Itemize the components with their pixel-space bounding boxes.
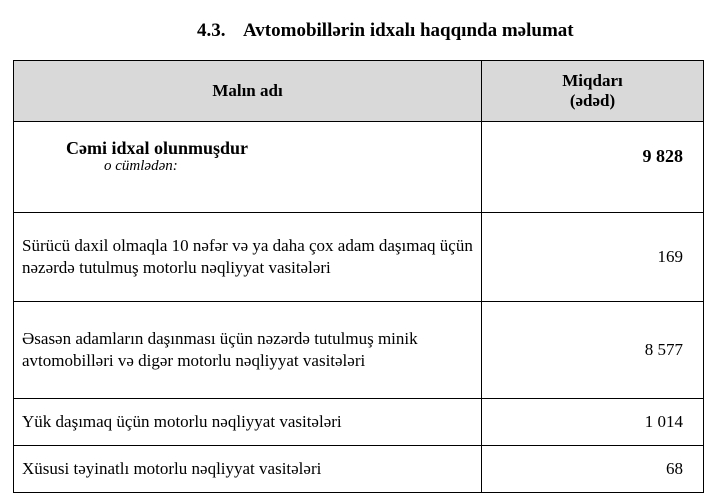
header-name-cell (14, 61, 482, 122)
row-value: 1 014 (482, 399, 704, 446)
row-name: Yük daşımaq üçün motorlu nəqliyyat vasitələri (14, 399, 482, 446)
row-name: Əsasən adamların daşınması üçün nəzərdə tutulmuş minik avtomobilləri və digər motorlu nəqliyyat vasitələri (14, 302, 482, 399)
row-name: Xüsusi təyinatlı motorlu nəqliyyat vasitələri (14, 446, 482, 493)
header-quantity-unit: (ədəd) (569, 91, 616, 110)
row-value: 68 (482, 446, 704, 493)
total-sublabel: o cümlədən: (104, 158, 178, 174)
row-value: 8 577 (482, 302, 704, 399)
total-label: Cəmi idxal olunmuşdur (66, 138, 249, 158)
header-quantity-label: Miqdarı (562, 71, 623, 90)
section-number: 4.3. (197, 20, 226, 41)
total-name-cell (14, 122, 482, 213)
section-title: Avtomobillərin idxalı haqqında məlumat (243, 20, 574, 41)
table-row (14, 446, 704, 493)
total-row (14, 122, 704, 213)
total-value: 9 828 (482, 122, 704, 213)
import-table (13, 60, 704, 493)
table-row (14, 302, 704, 399)
table-header-row (14, 61, 704, 122)
header-name-label: Malın adı (212, 81, 283, 100)
row-name: Sürücü daxil olmaqla 10 nəfər və ya daha çox adam daşımaq üçün nəzərdə tutulmuş motorlu nəqliyyat vasitələri (14, 213, 482, 302)
header-quantity-cell (482, 61, 704, 122)
table-row (14, 399, 704, 446)
page-title (0, 18, 715, 44)
row-value: 169 (482, 213, 704, 302)
table-row (14, 213, 704, 302)
